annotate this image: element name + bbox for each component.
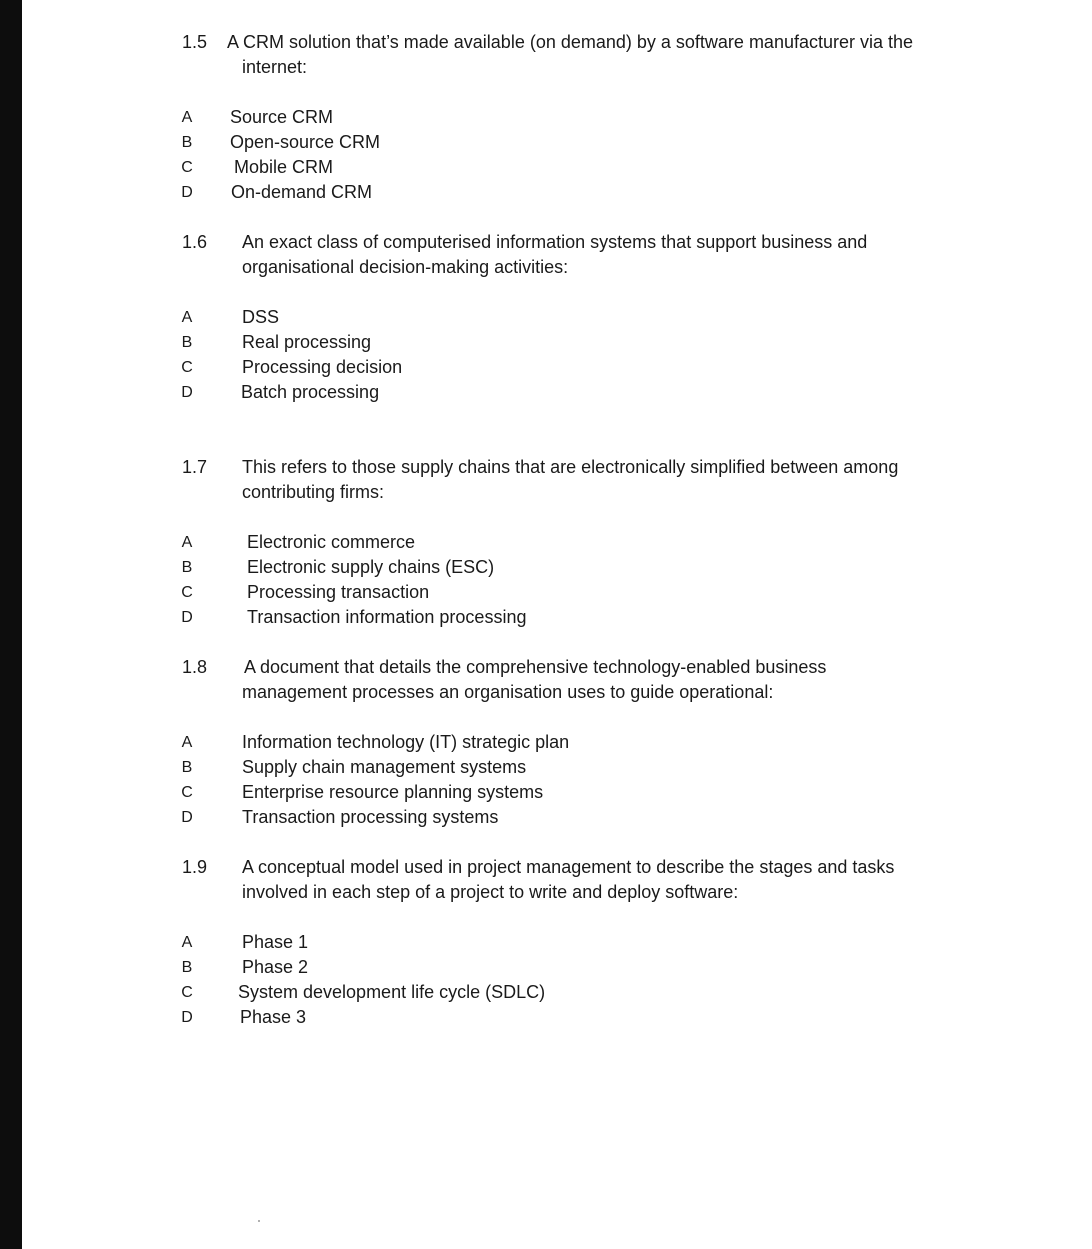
left-border-bar [0, 0, 22, 1249]
option-letter: A [181, 534, 193, 551]
scan-speck [258, 1220, 260, 1222]
option-text: Real processing [242, 332, 372, 352]
option-text: Electronic supply chains (ESC) [247, 557, 495, 577]
option-text: Phase 1 [242, 932, 309, 952]
question-text-line: An exact class of computerised information systems that support business and [242, 232, 868, 252]
option-letter: D [181, 809, 193, 826]
question-text-line: A CRM solution that’s made available (on demand) by a software manufacturer via the [227, 32, 914, 52]
option-text: Processing decision [242, 357, 403, 377]
question-text-line: involved in each step of a project to write and deploy software: [242, 882, 739, 902]
option-text: Source CRM [230, 107, 334, 127]
question-text-line: internet: [242, 57, 308, 77]
question-text-line: organisational decision-making activities: [242, 257, 569, 277]
question-text [242, 230, 962, 280]
question-text [242, 855, 962, 905]
document-page [22, 0, 1092, 1249]
option-text: Phase 3 [240, 1007, 307, 1027]
option-letter: C [181, 984, 193, 1001]
option-letter: A [181, 934, 193, 951]
option-text: Phase 2 [242, 957, 309, 977]
option-letter: D [181, 609, 193, 626]
question-number: 1.5 [182, 32, 208, 52]
option-letter: D [181, 184, 193, 201]
option-text: On-demand CRM [231, 182, 373, 202]
option-text: Enterprise resource planning systems [242, 782, 544, 802]
question-number: 1.6 [182, 232, 208, 252]
option-text: DSS [242, 307, 280, 327]
option-letter: C [181, 584, 193, 601]
question-text-line: A conceptual model used in project management to describe the stages and tasks [242, 857, 895, 877]
option-letter: D [181, 384, 193, 401]
option-text: Information technology (IT) strategic plan [242, 732, 570, 752]
question-number: 1.8 [182, 657, 208, 677]
option-letter: B [181, 959, 193, 976]
option-letter: A [181, 109, 193, 126]
option-text: Processing transaction [247, 582, 430, 602]
option-letter: B [181, 759, 193, 776]
option-letter: B [181, 334, 193, 351]
option-letter: A [181, 309, 193, 326]
question-text [242, 455, 962, 505]
option-text: Batch processing [241, 382, 380, 402]
question-text [242, 655, 962, 705]
question-text-line: contributing firms: [242, 482, 385, 502]
question-text-line: A document that details the comprehensive technology-enabled business [244, 657, 827, 677]
option-letter: B [181, 134, 193, 151]
question-number: 1.7 [182, 457, 208, 477]
option-letter: B [181, 559, 193, 576]
option-text: Open-source CRM [230, 132, 381, 152]
question-text-line: management processes an organisation uses to guide operational: [242, 682, 774, 702]
option-text: Transaction processing systems [242, 807, 499, 827]
option-letter: C [181, 159, 193, 176]
option-letter: C [181, 359, 193, 376]
option-text: Electronic commerce [247, 532, 416, 552]
question-number: 1.9 [182, 857, 208, 877]
option-letter: D [181, 1009, 193, 1026]
option-text: Supply chain management systems [242, 757, 527, 777]
question-text-line: This refers to those supply chains that are electronically simplified between among [242, 457, 899, 477]
option-letter: A [181, 734, 193, 751]
option-text: Transaction information processing [247, 607, 527, 627]
option-letter: C [181, 784, 193, 801]
option-text: Mobile CRM [234, 157, 334, 177]
option-text: System development life cycle (SDLC) [238, 982, 546, 1002]
question-text [227, 30, 947, 80]
